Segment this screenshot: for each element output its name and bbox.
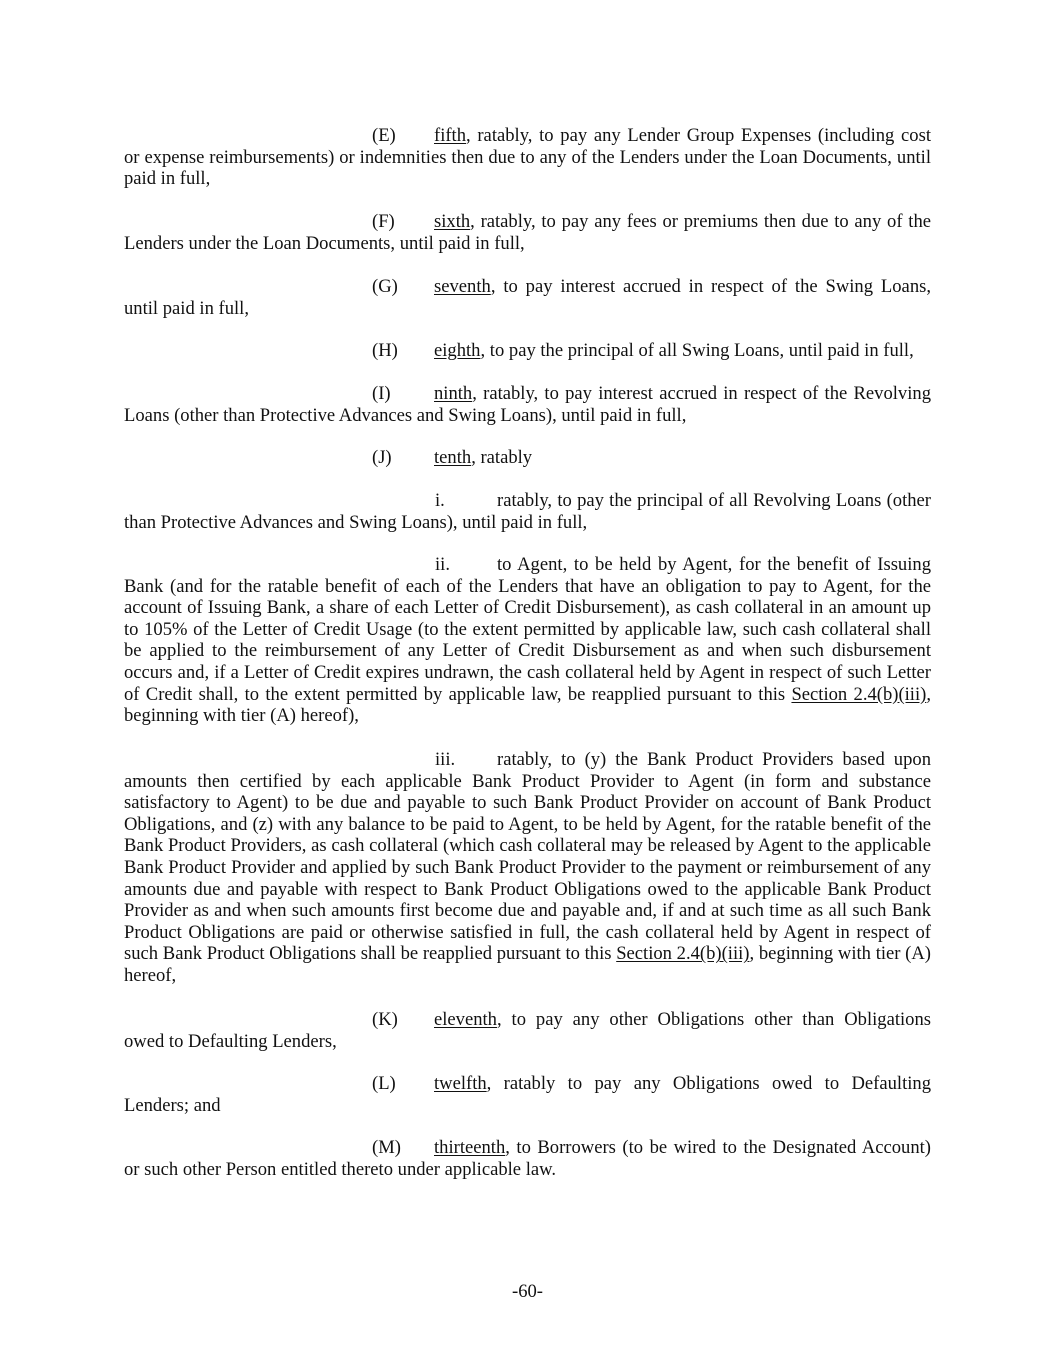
- clause-h-first-line: [124, 340, 931, 362]
- clause-label: (L): [372, 1073, 396, 1094]
- subclause-j-iii-first-line: [124, 749, 931, 771]
- clause-l-first-line: [124, 1073, 931, 1095]
- clause-i-first-line: [124, 383, 931, 405]
- clause-keyword: twelfth: [434, 1073, 487, 1094]
- clause-text: , ratably: [471, 447, 533, 468]
- clause-keyword: seventh: [434, 276, 491, 297]
- clause-g-first-line: [124, 276, 931, 298]
- clause-text: , ratably, to pay any Lender Group Expenses (including cost: [466, 125, 931, 146]
- clause-m: [124, 1137, 931, 1180]
- clause-g-continuation: until paid in full,: [124, 297, 249, 319]
- subclause-j-i: [124, 490, 931, 533]
- clause-k-continuation: owed to Defaulting Lenders,: [124, 1030, 337, 1052]
- clause-e: [124, 125, 931, 190]
- subclause-j-iii-continuation: [124, 771, 931, 987]
- clause-text: , to pay interest accrued in respect of the Swing Loans,: [490, 276, 931, 297]
- clause-m-first-line: [124, 1137, 931, 1159]
- clause-i: [124, 383, 931, 426]
- clause-label: (M): [372, 1137, 401, 1158]
- clause-f: [124, 211, 931, 254]
- clause-i-continuation: Loans (other than Protective Advances and Swing Loans), until paid in full,: [124, 404, 687, 426]
- subclause-label: ii.: [435, 554, 450, 575]
- clause-keyword: eleventh: [434, 1009, 497, 1030]
- clause-text: , ratably, to pay any fees or premiums then due to any of the: [470, 211, 931, 232]
- clause-k: [124, 1009, 931, 1052]
- clause-keyword: eighth: [434, 340, 481, 361]
- clause-label: (J): [372, 447, 392, 468]
- subclause-body: Bank (and for the ratable benefit of each of the Lenders that have an obligation to pay to Agent, for the account of Issuing Bank, a share of each Letter of Credit Disbursement), as cash collateral in an amount up to 105% of the Letter of Credit Usage (to the extent permitted by applicable law, such cash collateral shall be applied to the reimbursement of any Letter of Credit Disbursement as and when such disbursement occurs and, if a Letter of Credit expires undrawn, the cash collateral held by Agent in respect of such Letter of Credit shall, to the extent permitted by applicable law, be reapplied pursuant to this: [124, 575, 931, 705]
- clause-text: , to pay any other Obligations other than Obligations: [496, 1009, 931, 1030]
- clause-j: [124, 447, 931, 469]
- subclause-text: to Agent, to be held by Agent, for the benefit of Issuing: [497, 554, 931, 575]
- clause-j-first-line: [124, 447, 931, 469]
- clause-text: , to pay the principal of all Swing Loans, until paid in full,: [480, 340, 914, 361]
- clause-keyword: sixth: [434, 211, 471, 232]
- clause-label: (H): [372, 340, 398, 361]
- subclause-label: iii.: [435, 749, 456, 770]
- clause-f-first-line: [124, 211, 931, 233]
- subclause-j-iii: [124, 749, 931, 987]
- clause-e-first-line: [124, 125, 931, 147]
- clause-label: (I): [372, 383, 391, 404]
- clause-text: , ratably, to pay interest accrued in respect of the Revolving: [472, 383, 931, 404]
- clause-m-continuation: or such other Person entitled thereto under applicable law.: [124, 1158, 556, 1180]
- section-reference: Section 2.4(b)(iii): [791, 683, 927, 705]
- clause-f-continuation: Lenders under the Loan Documents, until paid in full,: [124, 232, 525, 254]
- subclause-body-end: , beginning with tier (A) hereof),: [124, 683, 931, 727]
- subclause-j-i-continuation: than Protective Advances and Swing Loans), until paid in full,: [124, 511, 588, 533]
- subclause-j-ii: [124, 554, 931, 727]
- clause-text: , to Borrowers (to be wired to the Designated Account): [505, 1137, 931, 1158]
- subclause-body-end: , beginning with tier (A) hereof,: [124, 943, 931, 986]
- clause-g: [124, 276, 931, 319]
- subclause-j-ii-continuation: [124, 576, 931, 727]
- subclause-j-i-first-line: [124, 490, 931, 512]
- clause-l-continuation: Lenders; and: [124, 1094, 221, 1116]
- clause-h: [124, 340, 931, 362]
- subclause-body: amounts then certified by each applicable Bank Product Provider to Agent (in form and substance satisfactory to Agent) to be due and payable to such Bank Product Provider on account of Bank Product Obligations, and (z) with any balance to be paid to Agent, to be held by Agent, for the ratable benefit of the Bank Product Providers, as cash collateral (which cash collateral may be released by Agent to the applicable Bank Product Provider and applied by such Bank Product Provider to the payment or reimbursement of any amounts due and payable with respect to Bank Product Obligations owed to the applicable Bank Product Provider as and when such amounts first become due and payable and, if and at such time as all such Bank Product Obligations are paid or otherwise satisfied in full, the cash collateral held by Agent in respect of such Bank Product Obligations shall be reapplied pursuant to this: [124, 770, 931, 965]
- clause-text: , ratably to pay any Obligations owed to Defaulting: [486, 1073, 931, 1094]
- clause-label: (E): [372, 125, 396, 146]
- clause-keyword: fifth: [434, 125, 467, 146]
- clause-label: (G): [372, 276, 398, 297]
- subclause-text: ratably, to pay the principal of all Revolving Loans (other: [497, 490, 931, 511]
- clause-keyword: ninth: [434, 383, 473, 404]
- clause-label: (F): [372, 211, 395, 232]
- clause-l: [124, 1073, 931, 1116]
- section-reference: Section 2.4(b)(iii): [616, 943, 750, 965]
- clause-e-continuation: or expense reimbursements) or indemnities then due to any of the Lenders under the Loan Documents, until paid in full,: [124, 146, 931, 190]
- page-number: -60-: [512, 1281, 543, 1302]
- clause-k-first-line: [124, 1009, 931, 1031]
- subclause-label: i.: [435, 490, 445, 511]
- clause-keyword: thirteenth: [434, 1137, 506, 1158]
- clause-keyword: tenth: [434, 447, 472, 468]
- subclause-text: ratably, to (y) the Bank Product Providers based upon: [497, 749, 931, 770]
- subclause-j-ii-first-line: [124, 554, 931, 576]
- clause-label: (K): [372, 1009, 398, 1030]
